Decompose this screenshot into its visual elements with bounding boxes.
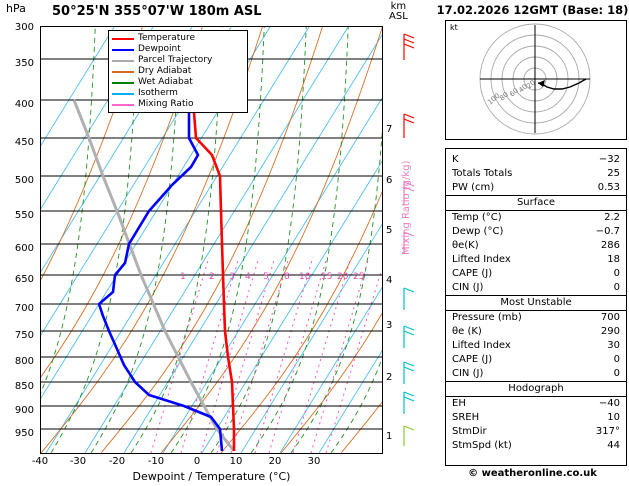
index-value-k: −32 bbox=[598, 154, 620, 165]
mixing-ratio-label-20: 20 bbox=[337, 272, 349, 282]
legend-swatch-dry-adiabat bbox=[112, 71, 134, 73]
svg-text:60: 60 bbox=[508, 86, 521, 99]
mixing-ratio-label-5: 5 bbox=[263, 272, 269, 282]
legend-item-temperature bbox=[112, 33, 244, 44]
legend-swatch-parcel bbox=[112, 60, 134, 62]
height-tick-4: 4 bbox=[386, 275, 393, 286]
pressure-tick-550: 550 bbox=[14, 210, 34, 221]
svg-text:40: 40 bbox=[517, 82, 530, 95]
unstable-value-cin: 0 bbox=[613, 368, 620, 379]
hodo-row-stmspd bbox=[446, 439, 626, 453]
temp-tick-m20: -20 bbox=[108, 456, 126, 467]
pressure-tick-750: 750 bbox=[14, 330, 34, 341]
surface-row-theta-e bbox=[446, 239, 626, 253]
hodo-value-stmspd: 44 bbox=[607, 440, 620, 451]
surface-value-temp: 2.2 bbox=[604, 212, 620, 223]
surface-label-temp: Temp (°C) bbox=[452, 212, 502, 223]
legend-item-wet-adiabat bbox=[112, 77, 244, 88]
legend-label-mixing-ratio: Mixing Ratio bbox=[138, 99, 194, 109]
index-value-pw: 0.53 bbox=[597, 182, 620, 193]
pressure-tick-800: 800 bbox=[14, 356, 34, 367]
hodo-value-sreh: 10 bbox=[607, 412, 620, 423]
legend-label-parcel: Parcel Trajectory bbox=[138, 55, 213, 65]
temp-tick-30: 30 bbox=[307, 456, 321, 467]
section-header-surface: Surface bbox=[446, 195, 626, 211]
legend bbox=[108, 30, 248, 113]
temp-tick-10: 10 bbox=[229, 456, 243, 467]
pressure-tick-400: 400 bbox=[14, 99, 34, 110]
temp-tick-0: 0 bbox=[193, 456, 201, 467]
surface-value-cin: 0 bbox=[613, 282, 620, 293]
hodo-label-stmdir: StmDir bbox=[452, 426, 487, 437]
svg-text:100: 100 bbox=[486, 91, 502, 107]
surface-label-dewp: Dewp (°C) bbox=[452, 226, 504, 237]
unstable-label-li: Lifted Index bbox=[452, 340, 511, 351]
index-label-totals: Totals Totals bbox=[452, 168, 513, 179]
hodo-value-eh: −40 bbox=[598, 398, 620, 409]
surface-row-cape bbox=[446, 267, 626, 281]
surface-label-li: Lifted Index bbox=[452, 254, 511, 265]
mixing-ratio-label-3: 3 bbox=[229, 272, 235, 282]
hodo-row-eh bbox=[446, 397, 626, 411]
unstable-label-pressure: Pressure (mb) bbox=[452, 312, 522, 323]
hodo-row-sreh bbox=[446, 411, 626, 425]
height-tick-7: 7 bbox=[386, 124, 393, 135]
surface-label-cape: CAPE (J) bbox=[452, 268, 493, 279]
info-panel bbox=[436, 0, 629, 486]
unstable-row-cin bbox=[446, 367, 626, 381]
pressure-tick-500: 500 bbox=[14, 175, 34, 186]
section-header-most-unstable: Most Unstable bbox=[446, 295, 626, 311]
mixing-ratio-label-15: 15 bbox=[321, 272, 333, 282]
temp-tick-m30: -30 bbox=[69, 456, 87, 467]
index-label-pw: PW (cm) bbox=[452, 182, 495, 193]
surface-row-dewp bbox=[446, 225, 626, 239]
unstable-value-theta-e: 290 bbox=[600, 326, 620, 337]
surface-value-theta-e: 286 bbox=[600, 240, 620, 251]
hodograph-unit-label: kt bbox=[450, 23, 458, 32]
unstable-row-theta-e bbox=[446, 325, 626, 339]
legend-label-isotherm: Isotherm bbox=[138, 88, 178, 98]
legend-swatch-mixing-ratio bbox=[112, 104, 134, 106]
hodo-label-sreh: SREH bbox=[452, 412, 480, 423]
unstable-label-theta-e: θe (K) bbox=[452, 326, 482, 337]
x-axis-title: Dewpoint / Temperature (°C) bbox=[132, 470, 291, 483]
temp-tick-m10: -10 bbox=[147, 456, 165, 467]
temp-tick-20: 20 bbox=[268, 456, 282, 467]
pressure-tick-850: 850 bbox=[14, 381, 34, 392]
surface-label-cin: CIN (J) bbox=[452, 282, 484, 293]
surface-row-li bbox=[446, 253, 626, 267]
height-tick-5: 5 bbox=[386, 225, 393, 236]
legend-label-temperature: Temperature bbox=[138, 33, 196, 43]
unstable-value-cape: 0 bbox=[613, 354, 620, 365]
pressure-tick-450: 450 bbox=[14, 137, 34, 148]
pressure-unit-label: hPa bbox=[6, 2, 26, 15]
legend-item-mixing-ratio bbox=[112, 99, 244, 110]
height-tick-3: 3 bbox=[386, 320, 393, 331]
index-row-k bbox=[446, 153, 626, 167]
unstable-label-cape: CAPE (J) bbox=[452, 354, 493, 365]
mixing-ratio-label-10: 10 bbox=[299, 272, 311, 282]
surface-row-cin bbox=[446, 281, 626, 295]
index-row-pw bbox=[446, 181, 626, 195]
pressure-tick-900: 900 bbox=[14, 405, 34, 416]
unstable-row-pressure bbox=[446, 311, 626, 325]
legend-item-dry-adiabat bbox=[112, 66, 244, 77]
legend-label-dewpoint: Dewpoint bbox=[138, 44, 181, 54]
hodo-label-stmspd: StmSpd (kt) bbox=[452, 440, 512, 451]
surface-value-cape: 0 bbox=[613, 268, 620, 279]
copyright-credit: © weatheronline.co.uk bbox=[468, 468, 597, 479]
pressure-tick-350: 350 bbox=[14, 58, 34, 69]
legend-swatch-dewpoint bbox=[112, 49, 134, 51]
hodo-value-stmdir: 317° bbox=[595, 426, 620, 437]
unstable-row-cape bbox=[446, 353, 626, 367]
unstable-value-li: 30 bbox=[607, 340, 620, 351]
unstable-label-cin: CIN (J) bbox=[452, 368, 484, 379]
valid-time-title: 17.02.2026 12GMT (Base: 18) bbox=[436, 3, 629, 17]
legend-swatch-isotherm bbox=[112, 93, 134, 95]
hodograph-svg bbox=[446, 21, 624, 137]
mixing-ratio-label-1: 1 bbox=[180, 272, 186, 282]
index-label-k: K bbox=[452, 154, 459, 165]
legend-item-parcel bbox=[112, 55, 244, 66]
pressure-tick-300: 300 bbox=[14, 22, 34, 33]
height-tick-1: 1 bbox=[386, 431, 393, 442]
station-title: 50°25'N 355°07'W 180m ASL bbox=[52, 4, 262, 19]
index-value-totals: 25 bbox=[607, 168, 620, 179]
legend-swatch-temperature bbox=[112, 38, 134, 40]
index-row-totals bbox=[446, 167, 626, 181]
pressure-tick-600: 600 bbox=[14, 243, 34, 254]
height-tick-6: 6 bbox=[386, 175, 393, 186]
section-header-hodograph: Hodograph bbox=[446, 381, 626, 397]
mixing-ratio-label-8: 8 bbox=[284, 272, 290, 282]
svg-text:80: 80 bbox=[498, 90, 511, 103]
pressure-tick-950: 950 bbox=[14, 428, 34, 439]
hodo-row-stmdir bbox=[446, 425, 626, 439]
legend-item-dewpoint bbox=[112, 44, 244, 55]
unstable-row-li bbox=[446, 339, 626, 353]
legend-label-dry-adiabat: Dry Adiabat bbox=[138, 66, 192, 76]
pressure-tick-650: 650 bbox=[14, 274, 34, 285]
legend-swatch-wet-adiabat bbox=[112, 82, 134, 84]
hodograph-plot bbox=[445, 20, 627, 140]
mixing-ratio-label-25: 25 bbox=[353, 272, 365, 282]
surface-label-theta-e: θe(K) bbox=[452, 240, 479, 251]
temp-tick-m40: -40 bbox=[31, 456, 49, 467]
height-axis-label: km ASL bbox=[389, 1, 408, 22]
surface-value-dewp: −0.7 bbox=[595, 226, 620, 237]
hodo-label-eh: EH bbox=[452, 398, 466, 409]
mixing-ratio-label-2: 2 bbox=[209, 272, 215, 282]
mixing-ratio-label-4: 4 bbox=[245, 272, 251, 282]
pressure-tick-700: 700 bbox=[14, 303, 34, 314]
height-tick-2: 2 bbox=[386, 372, 393, 383]
surface-row-temp bbox=[446, 211, 626, 225]
indices-table bbox=[445, 148, 627, 466]
mixing-ratio-axis-label: Mixing Ratio (g/kg) bbox=[401, 160, 412, 255]
svg-text:20: 20 bbox=[525, 78, 538, 91]
legend-label-wet-adiabat: Wet Adiabat bbox=[138, 77, 193, 87]
wind-barb-column bbox=[384, 26, 430, 456]
unstable-value-pressure: 700 bbox=[600, 312, 620, 323]
surface-value-li: 18 bbox=[607, 254, 620, 265]
legend-item-isotherm bbox=[112, 88, 244, 99]
